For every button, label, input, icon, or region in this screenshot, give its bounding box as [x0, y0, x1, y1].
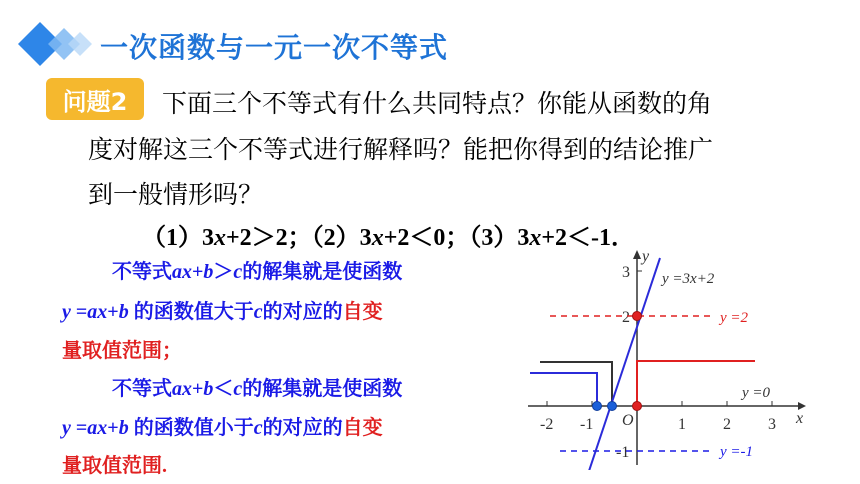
label-y-0: y =0: [742, 385, 771, 401]
point-x-minus-two-thirds: [608, 402, 617, 411]
y-tick-label: -1: [616, 444, 630, 461]
y-axis-label: y: [642, 248, 650, 265]
explanation-lt-line-1: 不等式ax+b＜c的解集就是使函数: [112, 378, 403, 400]
y-axis-arrow: [633, 250, 641, 259]
solution-bracket-red: [637, 361, 755, 406]
explanation-gt-line-3: 量取值范围；: [62, 340, 182, 362]
y-tick-label: 3: [622, 264, 630, 281]
page-title: 一次函数与一元一次不等式: [100, 31, 449, 64]
question-line-1: 下面三个不等式有什么共同特点？你能从函数的角: [162, 89, 713, 118]
x-tick-label: -2: [540, 416, 554, 433]
point-origin: [633, 402, 642, 411]
solution-bracket-black: [540, 362, 612, 406]
explanation-lt-line-2: y =ax+b 的函数值小于c的对应的自变: [62, 417, 383, 439]
explanation-gt-line-2: y =ax+b 的函数值大于c的对应的自变: [62, 301, 383, 323]
label-y-2: y =2: [720, 310, 749, 326]
question-line-3: 到一般情形吗？: [88, 180, 264, 209]
x-tick-label: -1: [580, 416, 594, 433]
diamond-icon: [18, 20, 96, 68]
x-tick-label: 3: [768, 416, 776, 433]
point-x-minus-one: [593, 402, 602, 411]
y-tick-label: 2: [622, 309, 630, 326]
origin-label: O: [622, 412, 634, 429]
point-y-intercept: [633, 312, 642, 321]
function-line: [588, 258, 660, 470]
question-line-2: 度对解这三个不等式进行解释吗？能把你得到的结论推广: [88, 135, 714, 164]
x-tick-label: 1: [678, 416, 686, 433]
explanation-gt-line-1: 不等式ax+b＞c的解集就是使函数: [112, 261, 403, 283]
solution-bracket-blue: [530, 373, 597, 406]
x-axis-arrow: [798, 402, 806, 410]
label-y-minus-1: y =-1: [720, 444, 754, 460]
x-tick-label: 2: [723, 416, 731, 433]
function-graph: [520, 245, 820, 470]
inequalities: （1）3x+2＞2；（2）3x+2＜0；（3）3x+2＜-1．: [142, 225, 636, 251]
function-line-label: y =3x+2: [662, 271, 715, 287]
explanation-lt-line-3: 量取值范围.: [62, 455, 167, 477]
question-badge: 问题2: [46, 78, 144, 120]
x-axis-label: x: [796, 410, 804, 427]
